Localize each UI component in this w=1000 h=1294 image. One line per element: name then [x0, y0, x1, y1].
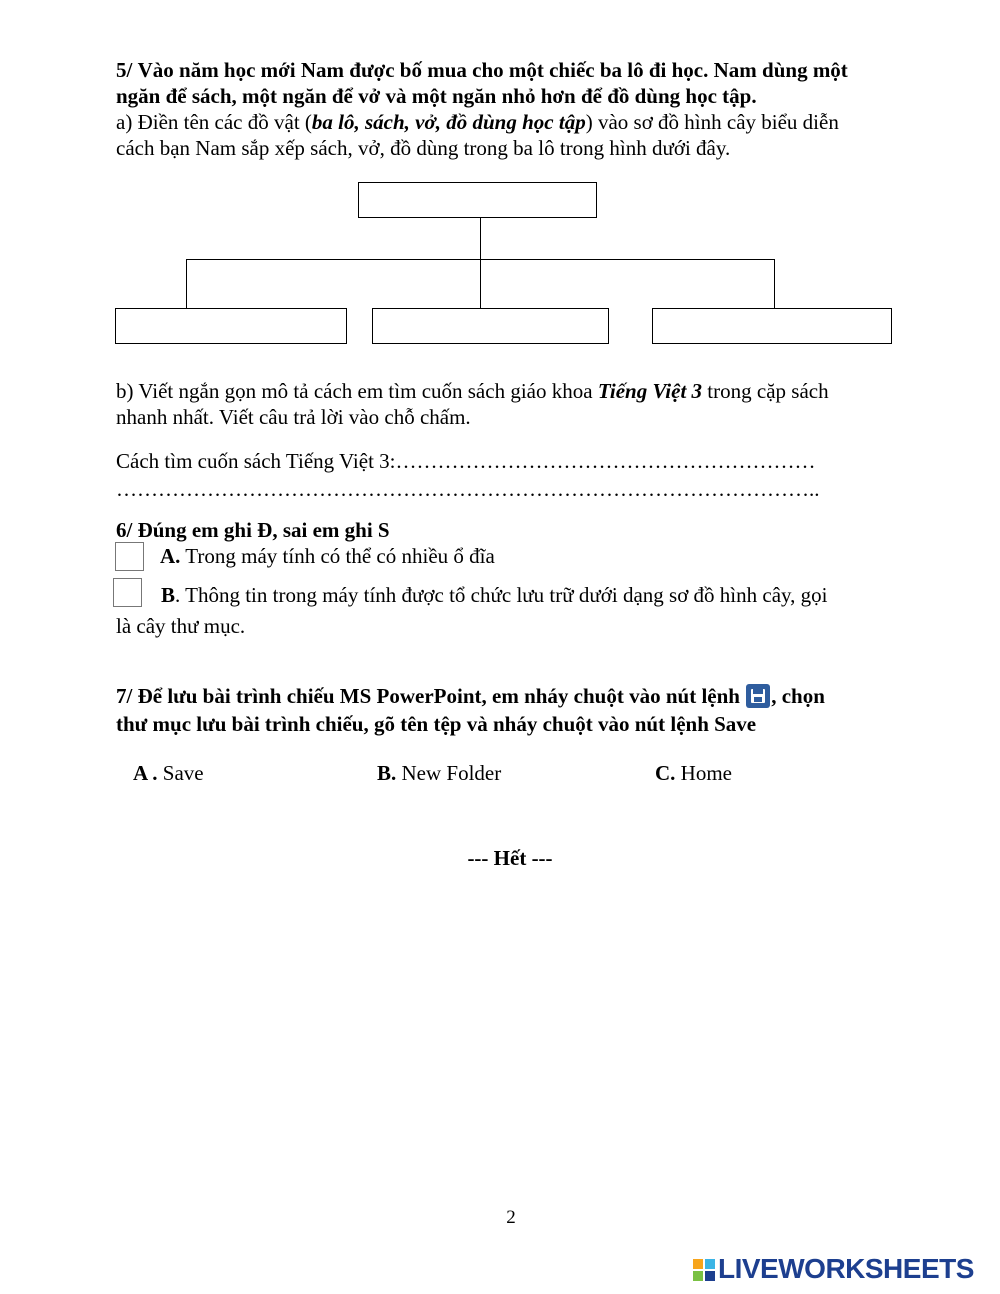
q7-option-a[interactable]: A . Save: [133, 761, 204, 785]
question-5: [116, 57, 936, 161]
q7-stem-line2: thư mục lưu bài trình chiếu, gõ tên tệp và nháy chuột vào nút lệnh Save: [116, 712, 757, 736]
q5b-instruction: b) Viết ngắn gọn mô tả cách em tìm cuốn sách giáo khoa Tiếng Việt 3 trong cặp sách: [116, 379, 829, 403]
q6-a-answer-box[interactable]: [115, 542, 144, 571]
q6-statement-a: A. Trong máy tính có thể có nhiều ổ đĩa: [160, 544, 495, 568]
end-marker: --- Hết ---: [467, 846, 553, 870]
liveworksheets-logo-text: LIVEWORKSHEETS: [718, 1253, 974, 1284]
floppy-disk-icon: [746, 684, 770, 708]
tree-child-box-2[interactable]: [372, 308, 609, 344]
q6-statement-b: B. Thông tin trong máy tính được tổ chức lưu trữ dưới dạng sơ đồ hình cây, gọi: [161, 583, 828, 607]
tree-root-box[interactable]: [358, 182, 597, 218]
q6-title: 6/ Đúng em ghi Đ, sai em ghi S: [116, 518, 390, 542]
q5b-answer-line2: ………………………………………………………………………………………..: [116, 477, 820, 501]
q6-a-answer-input[interactable]: [116, 543, 143, 570]
q5b-answer-input[interactable]: [428, 450, 884, 476]
q7-stem-line1: 7/ Để lưu bài trình chiếu MS PowerPoint, em nháy chuột vào nút lệnh , chọn: [116, 684, 825, 708]
page-number: 2: [506, 1207, 516, 1228]
tree-child-input-1[interactable]: [116, 309, 346, 343]
tree-root-input[interactable]: [359, 183, 596, 217]
tree-connector-middle: [480, 259, 481, 308]
q5b-answer-dots: ……………………………………………………: [395, 449, 816, 473]
q7-option-c[interactable]: C. Home: [655, 761, 732, 785]
q6-b-answer-input[interactable]: [114, 579, 141, 606]
liveworksheets-mark-icon: [693, 1259, 715, 1281]
question-5b: [116, 378, 936, 430]
tree-child-box-3[interactable]: [652, 308, 892, 344]
q7-option-b[interactable]: B. New Folder: [377, 761, 502, 785]
q6-b-answer-box[interactable]: [113, 578, 142, 607]
q5b-answer-label: Cách tìm cuốn sách Tiếng Việt 3:: [116, 449, 396, 473]
q5a-instruction: a) Điền tên các đồ vật (ba lô, sách, vở, đồ dùng học tập) vào sơ đồ hình cây biểu diễn: [116, 110, 839, 134]
tree-connector-right: [774, 259, 775, 308]
q6-statement-b-line2: là cây thư mục.: [116, 614, 246, 638]
tree-child-input-2[interactable]: [373, 309, 608, 343]
q5-stem-line1: 5/ Vào năm học mới Nam được bố mua cho một chiếc ba lô đi học. Nam dùng một: [116, 58, 848, 82]
q5b-instruction-line2: nhanh nhất. Viết câu trả lời vào chỗ chấm.: [116, 405, 471, 429]
tree-connector-trunk: [480, 218, 481, 259]
q5-stem-line2: ngăn để sách, một ngăn để vở và một ngăn nhỏ hơn để đồ dùng học tập.: [116, 84, 757, 108]
tree-connector-left: [186, 259, 187, 308]
tree-child-input-3[interactable]: [653, 309, 891, 343]
tree-child-box-1[interactable]: [115, 308, 347, 344]
q5a-instruction-line2: cách bạn Nam sắp xếp sách, vở, đồ dùng trong ba lô trong hình dưới đây.: [116, 136, 731, 160]
